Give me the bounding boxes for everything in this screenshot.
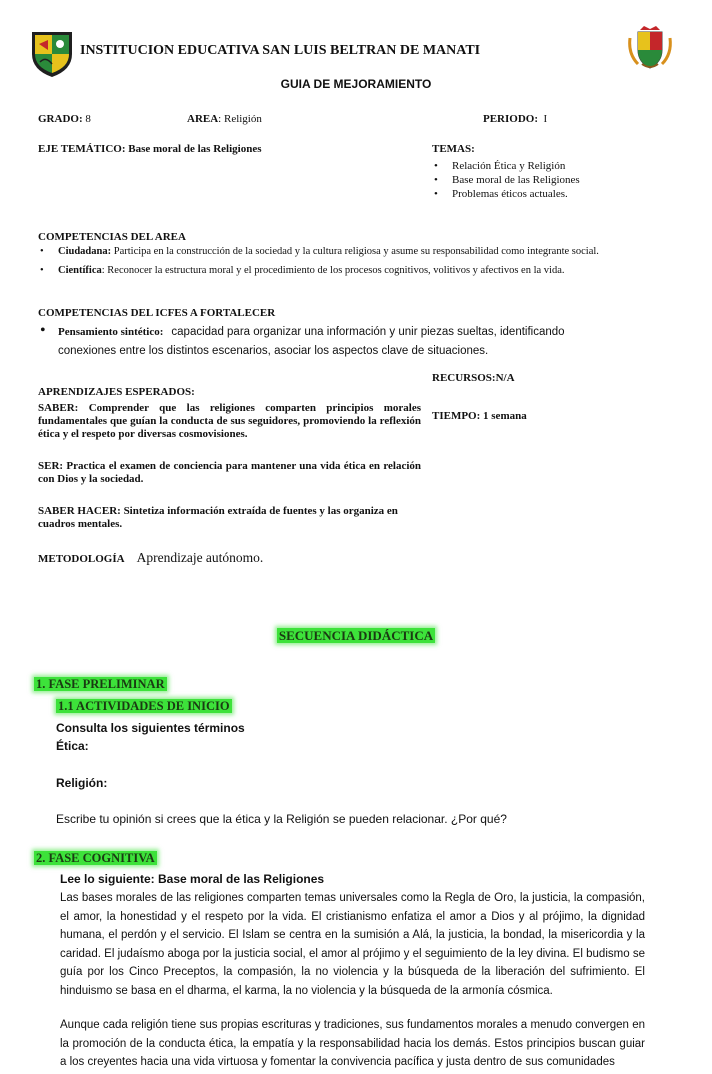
list-item: • Problemas éticos actuales. xyxy=(432,187,580,201)
paragraph-2: Aunque cada religión tiene sus propias escrituras y tradiciones, sus fundamentos morales a menudo convergen en la promoción de la conducta ética, la empatía y la responsabilidad hacia los demás. Estos principios buscan guiar a los creyentes hacia una vida virtuosa y fomentar la convivencia pacífica y justa dentro de sus comunidades xyxy=(60,1019,645,1068)
aprendizajes-title: APRENDIZAJES ESPERADOS: xyxy=(38,386,195,398)
temas-list xyxy=(432,159,580,201)
guide-title: GUIA DE MEJORAMIENTO xyxy=(280,77,432,91)
actividades-inicio-heading: 1.1 ACTIVIDADES DE INICIO xyxy=(58,699,230,713)
religion-term: Religión: xyxy=(56,776,108,790)
area-field: AREA: Religión xyxy=(187,113,262,125)
lee-heading: Lee lo siguiente: Base moral de las Religiones xyxy=(60,872,325,886)
opinion-prompt: Escribe tu opinión si crees que la ética y la Religión se pueden relacionar. ¿Por qué? xyxy=(56,812,507,826)
saber-text: SABER: Comprender que las religiones comparten principios morales fundamentales que guían la conducta de sus seguidores, promoviendo la reflexión ética y el respeto por diversas cosmovisiones. xyxy=(38,402,421,440)
list-item: • Base moral de las Religiones xyxy=(432,173,580,187)
list-item: • Científica: Reconocer la estructura moral y el procedimiento de los procesos cognitivos, volitivos y afectivos en la vida. xyxy=(38,265,638,278)
competencias-area-list xyxy=(38,246,638,277)
fase-cognitiva-heading: 2. FASE COGNITIVA xyxy=(36,851,155,865)
paragraph-1: Las bases morales de las religiones comparten temas universales como la Regla de Oro, la justicia, la compasión, el amor, la honestidad y el respeto por la vida. El cristianismo enfatiza el amor a Dios y al prójimo, la dignidad humana, el perdón y el servicio. El Islam se centra en la sumisión a Alá, la justicia, la bondad, la misericordia y la caridad. El judaísmo aboga por la justicia social, el amor al prójimo y el seguimiento de la ley divina. El budismo se guía por los Cinco Preceptos, la compasión, la no violencia y la búsqueda de la liberación del sufrimiento. El hinduismo se basa en el dharma, el karma, la no violencia y la búsqueda de la armonía cósmica. xyxy=(60,892,645,997)
coat-of-arms-logo xyxy=(626,24,674,72)
eje-tematico: EJE TEMÁTICO: Base moral de las Religiones xyxy=(38,143,262,155)
recursos: RECURSOS:N/A xyxy=(432,372,515,384)
institution-name: INSTITUCION EDUCATIVA SAN LUIS BELTRAN DE MANATI xyxy=(80,43,481,58)
ser-text: SER: Practica el examen de conciencia para mantener una vida ética en relación con Dios y la sociedad. xyxy=(38,460,421,485)
temas-label: TEMAS: xyxy=(432,143,475,155)
list-item: • Ciudadana: Participa en la construcción de la sociedad y la cultura religiosa y asume su responsabilidad como integrante social. xyxy=(38,246,638,259)
competencias-icfes-title: COMPETENCIAS DEL ICFES A FORTALECER xyxy=(38,307,276,319)
periodo-field: PERIODO: I xyxy=(483,113,548,125)
etica-term: Ética: xyxy=(56,739,89,753)
grado-field: GRADO: 8 xyxy=(38,113,91,125)
list-item: • Pensamiento sintético: capacidad para organizar una información y unir piezas sueltas, identificando conexiones entre los distintos escenarios, asociar los aspectos clave de situaciones. xyxy=(38,322,598,360)
list-item: • Relación Ética y Religión xyxy=(432,159,580,173)
secuencia-title: SECUENCIA DIDÁCTICA xyxy=(278,628,434,643)
consulta-text: Consulta los siguientes términos xyxy=(56,721,245,735)
fase-preliminar-heading: 1. FASE PRELIMINAR xyxy=(36,677,165,691)
competencias-area-title: COMPETENCIAS DEL AREA xyxy=(38,231,186,243)
metodologia: METODOLOGÍA Aprendizaje autónomo. xyxy=(38,550,264,565)
tiempo: TIEMPO: 1 semana xyxy=(432,410,527,422)
school-shield-logo xyxy=(30,30,74,78)
saber-hacer-text: SABER HACER: Sintetiza información extraída de fuentes y las organiza en cuadros mentales. xyxy=(38,505,398,530)
competencias-icfes-list xyxy=(38,322,598,360)
